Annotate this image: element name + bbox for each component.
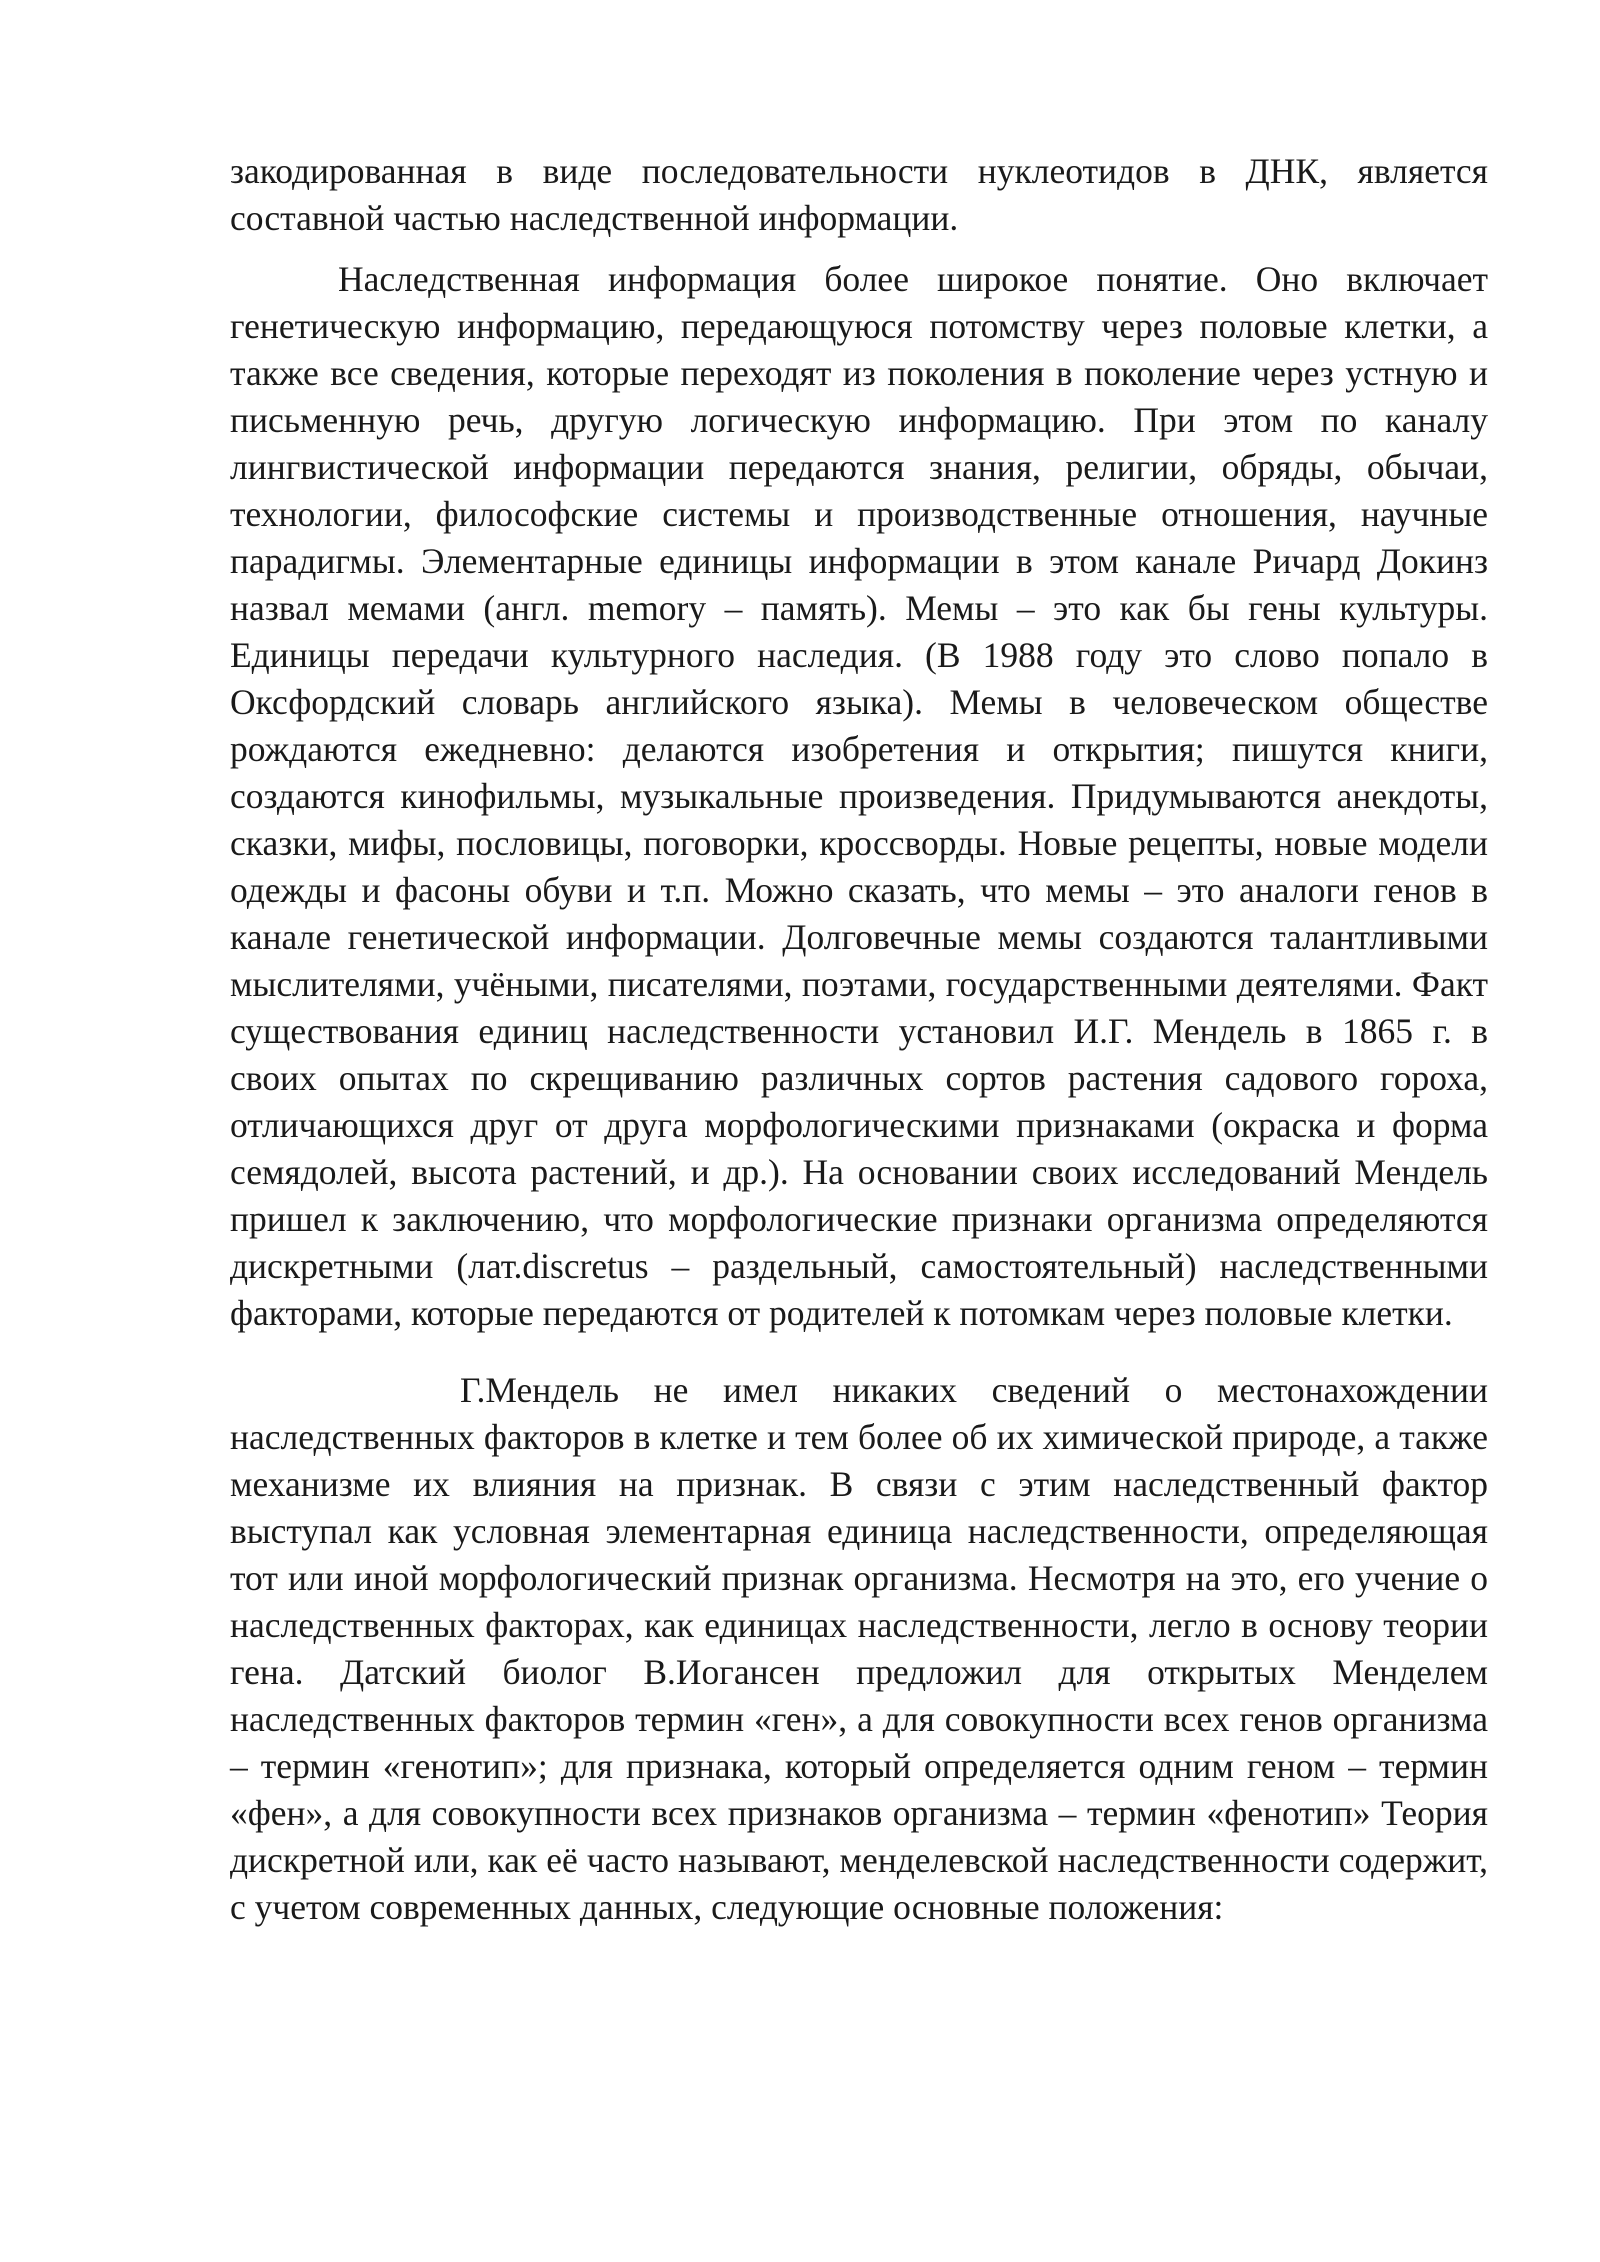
paragraph-dna-continuation: закодированная в виде последовательности нуклеотидов в ДНК, является составной частью наследственной информации. (230, 151, 1488, 238)
paragraph-mendel-gene-theory: Г.Мендель не имел никаких сведений о местонахождении наследственных факторов в клетке и тем более об их химической природе, а также механизме их влияния на признак. В связи с этим наследственный фактор выступал как условная элементарная единица наследственности, определяющая тот или иной морфологический признак организма. Несмотря на это, его учение о наследственных факторах, как единицах наследственности, легло в основу теории гена. Датский биолог В.Иогансен предложил для открытых Менделем наследственных факторов термин «ген», а для совокупности всех генов организма – термин «генотип»; для признака, который определяется одним геном – термин «фен», а для совокупности всех признаков организма – термин «фенотип» Теория дискретной или, как её часто называют, менделевской наследственности содержит, с учетом современных данных, следующие основные положения: (230, 1370, 1488, 1927)
paragraph-hereditary-information: Наследственная информация более широкое понятие. Оно включает генетическую информацию, передающуюся потомству через половые клетки, а также все сведения, которые переходят из поколения в поколение через устную и письменную речь, другую логическую информацию. При этом по каналу лингвистической информации передаются знания, религии, обряды, обычаи, технологии, философские системы и производственные отношения, научные парадигмы. Элементарные единицы информации в этом канале Ричард Докинз назвал мемами (англ. memory – память). Мемы – это как бы гены культуры. Единицы передачи культурного наследия. (В 1988 году это слово попало в Оксфордский словарь английского языка). Мемы в человеческом обществе рождаются ежедневно: делаются изобретения и открытия; пишутся книги, создаются кинофильмы, музыкальные произведения. Придумываются анекдоты, сказки, мифы, пословицы, поговорки, кроссворды. Новые рецепты, новые модели одежды и фасоны обуви и т.п. Можно сказать, что мемы – это аналоги генов в канале генетической информации. Долговечные мемы создаются талантливыми мыслителями, учёными, писателями, поэтами, государственными деятелями. Факт существования единиц наследственности установил И.Г. Мендель в 1865 г. в своих опытах по скрещиванию различных сортов растения садового гороха, отличающихся друг от друга морфологическими признаками (окраска и форма семядолей, высота растений, и др.). На основании своих исследований Мендель пришел к заключению, что морфологические признаки организма определяются дискретными (лат.discretus – раздельный, самостоятельный) наследственными факторами, которые передаются от родителей к потомкам через половые клетки. (230, 259, 1488, 1333)
document-body (230, 148, 1488, 1931)
